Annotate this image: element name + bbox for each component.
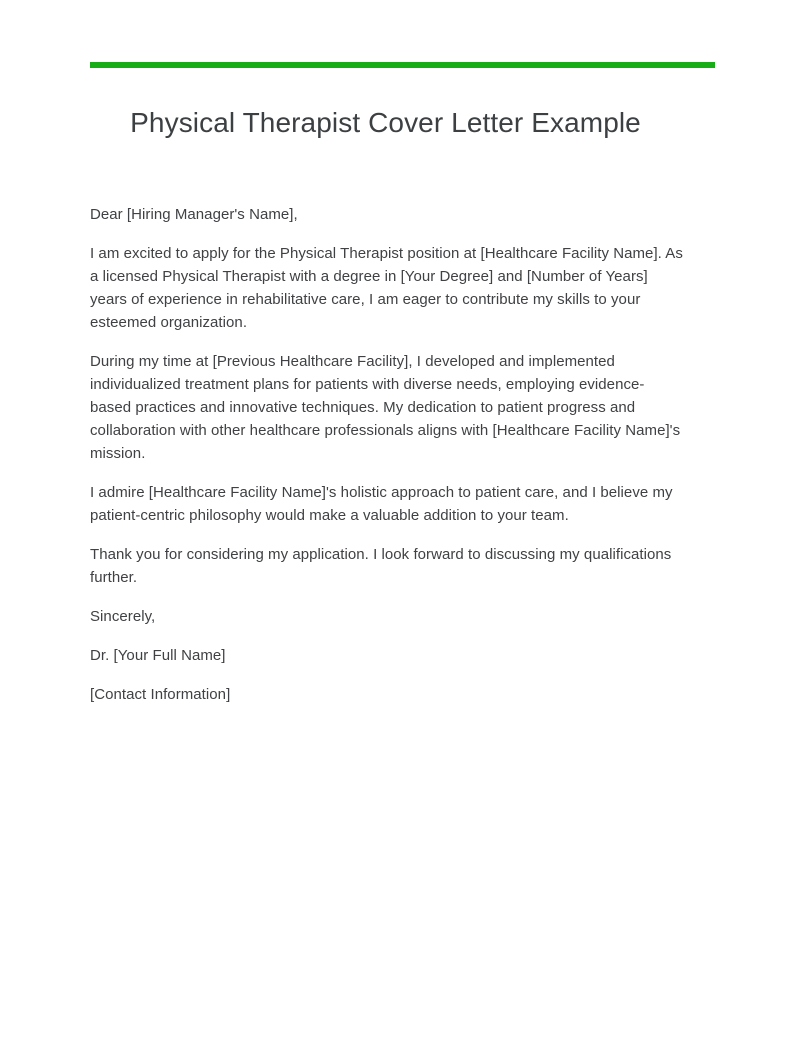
letter-paragraph: During my time at [Previous Healthcare Facility], I developed and implemented individualized treatment plans for patients with diverse needs, employing evidence-based practices and innovative techniques. My dedication to patient progress and collaboration with other healthcare professionals aligns with [Healthcare Facility Name]'s mission. [90, 353, 681, 462]
letter-salutation: Dear [Hiring Manager's Name], [90, 206, 298, 223]
letter-signature-name: Dr. [Your Full Name] [90, 647, 226, 664]
letter-body [90, 203, 685, 706]
header-accent-rule [90, 62, 715, 68]
letter-paragraph: I am excited to apply for the Physical Therapist position at [Healthcare Facility Name]. As a licensed Physical Therapist with a degree in [Your Degree] and [Number of Years] years of experience in rehabilitative care, I am eager to contribute my skills to your esteemed organization. [90, 245, 683, 331]
page-title: Physical Therapist Cover Letter Example [130, 107, 641, 138]
letter-contact-information: [Contact Information] [90, 686, 231, 703]
letter-closing: Sincerely, [90, 608, 156, 625]
letter-paragraph: I admire [Healthcare Facility Name]'s holistic approach to patient care, and I believe my patient-centric philosophy would make a valuable addition to your team. [90, 484, 673, 524]
letter-paragraph: Thank you for considering my application. I look forward to discussing my qualifications further. [90, 546, 672, 586]
